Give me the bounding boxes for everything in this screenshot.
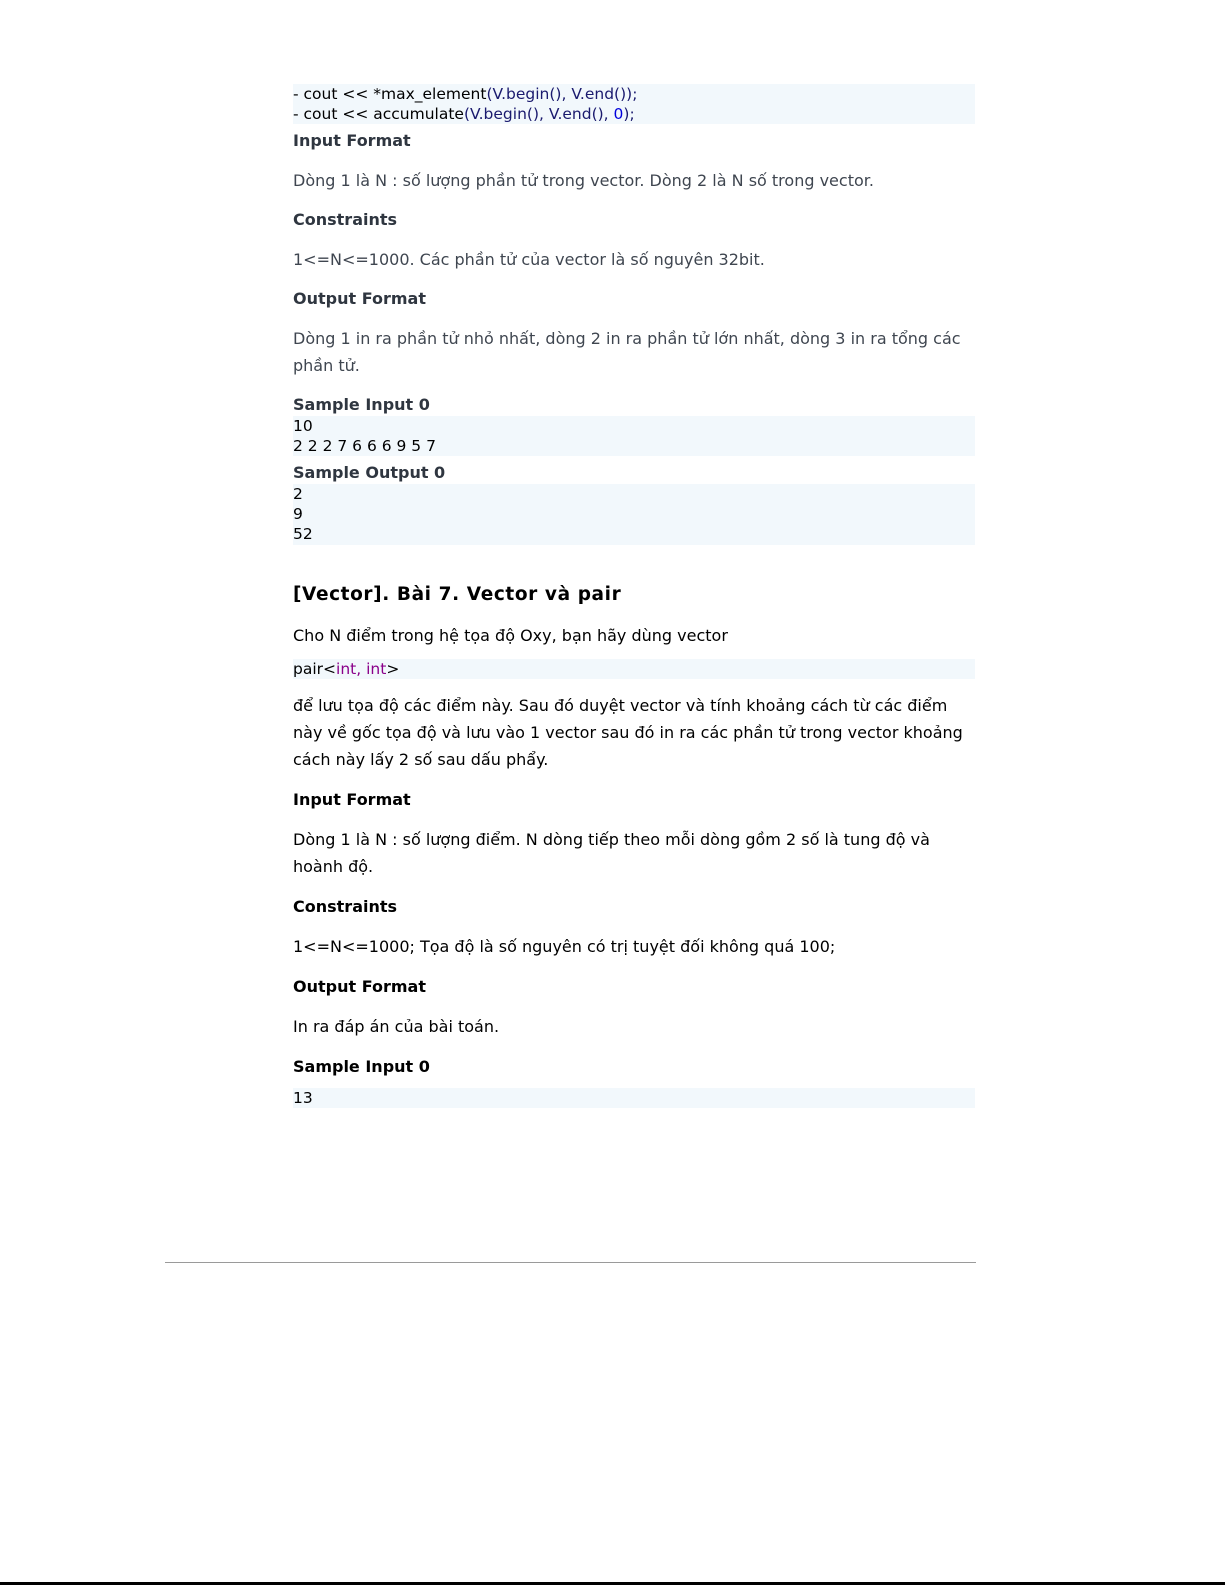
code-text: , (356, 660, 367, 678)
document-content (293, 84, 975, 1108)
heading-input-format: Input Format (293, 131, 411, 150)
code-line (293, 85, 637, 103)
code-keyword: int (366, 660, 387, 678)
code-text: > (386, 660, 400, 678)
paragraph-description: để lưu tọa độ các điểm này. Sau đó duyệt vector và tính khoảng cách từ các điểm này về gốc tọa độ và lưu vào 1 vector sau đó in ra các phần tử trong vector khoảng cách này lấy 2 số sau dấu phẩy. (293, 696, 963, 769)
code-text: (V.begin(), V.end(), (463, 105, 614, 123)
code-keyword: int (336, 660, 357, 678)
code-text: (V.begin(), V.end()); (486, 85, 638, 103)
paragraph-output-format: Dòng 1 in ra phần tử nhỏ nhất, dòng 2 in ra phần tử lớn nhất, dòng 3 in ra tổng các phần tử. (293, 329, 961, 375)
code-block-sample-input (293, 416, 975, 456)
heading-sample-output: Sample Output 0 (293, 463, 446, 482)
code-line: 13 (293, 1089, 313, 1107)
heading-input-format: Input Format (293, 790, 411, 809)
code-text: ); (623, 105, 635, 123)
code-line: 2 (293, 485, 303, 503)
code-text: pair< (293, 660, 337, 678)
code-text: - cout << accumulate (293, 105, 464, 123)
heading-sample-input: Sample Input 0 (293, 395, 430, 414)
heading-output-format: Output Format (293, 289, 426, 308)
paragraph-output-format: In ra đáp án của bài toán. (293, 1017, 500, 1036)
code-line: 9 (293, 505, 303, 523)
code-block-sample-input (293, 1088, 975, 1108)
paragraph-constraints: 1<=N<=1000; Tọa độ là số nguyên có trị tuyệt đối không quá 100; (293, 937, 836, 956)
heading-sample-input: Sample Input 0 (293, 1057, 430, 1076)
code-block-pair (293, 659, 975, 679)
paragraph-input-format: Dòng 1 là N : số lượng điểm. N dòng tiếp theo mỗi dòng gồm 2 số là tung độ và hoành độ. (293, 830, 930, 876)
paragraph-constraints: 1<=N<=1000. Các phần tử của vector là số nguyên 32bit. (293, 250, 765, 269)
paragraph-input-format: Dòng 1 là N : số lượng phần tử trong vector. Dòng 2 là N số trong vector. (293, 171, 874, 190)
code-line: 52 (293, 525, 313, 543)
code-block-sample-output (293, 484, 975, 545)
code-line: 2 2 2 7 6 6 6 9 5 7 (293, 437, 436, 455)
problem-title: [Vector]. Bài 7. Vector và pair (293, 584, 622, 605)
code-block-top (293, 84, 975, 124)
horizontal-divider (165, 1262, 976, 1263)
code-number: 0 (613, 105, 624, 123)
code-line: 10 (293, 417, 313, 435)
code-line (293, 105, 635, 123)
heading-constraints: Constraints (293, 210, 398, 229)
heading-constraints: Constraints (293, 897, 398, 916)
heading-output-format: Output Format (293, 977, 426, 996)
code-text: - cout << *max_element (293, 85, 487, 103)
paragraph-intro: Cho N điểm trong hệ tọa độ Oxy, bạn hãy dùng vector (293, 626, 728, 645)
